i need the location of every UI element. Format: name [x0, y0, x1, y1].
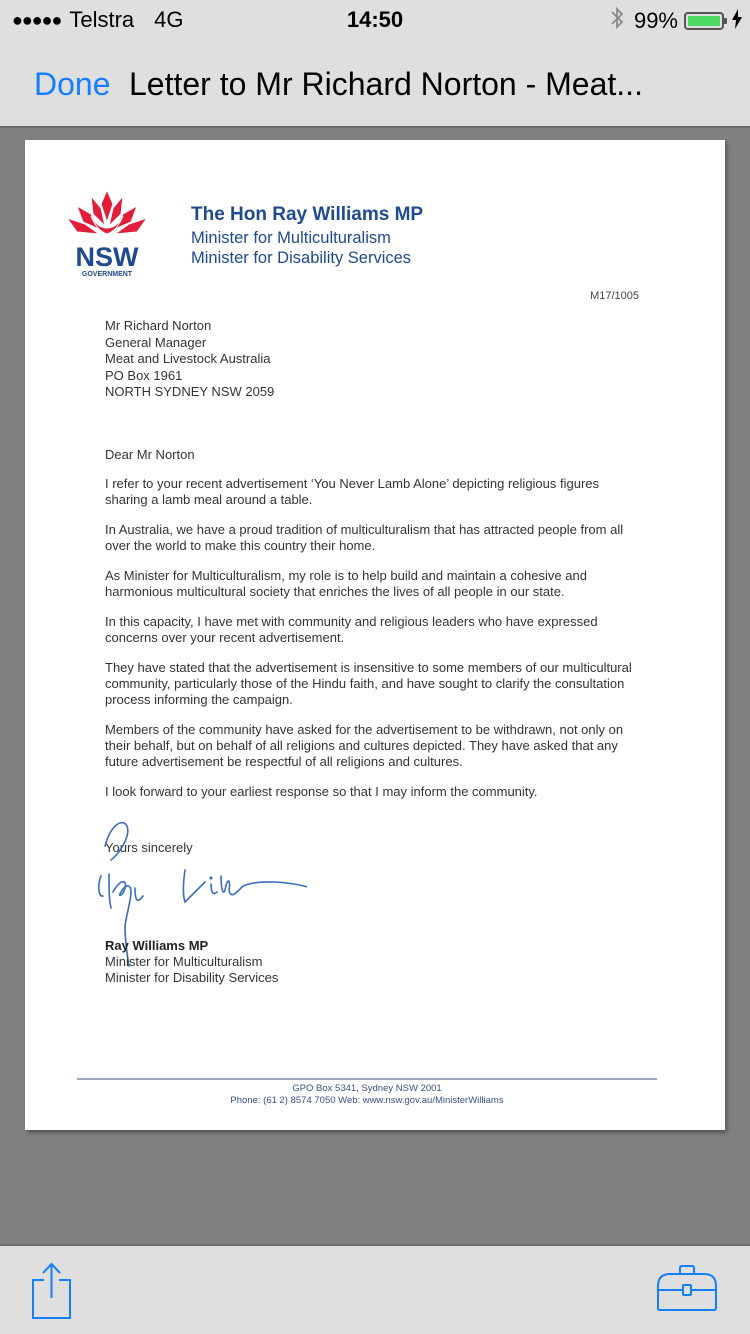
signal-strength-icon: ●●●●●: [12, 9, 62, 30]
signatory: [105, 938, 278, 986]
paragraph: In this capacity, I have met with community and religious leaders who have expressed concerns over your recent advertisement.: [105, 614, 598, 645]
document-page[interactable]: [25, 140, 725, 1130]
nsw-government-logo: [61, 186, 153, 278]
paragraph: Members of the community have asked for the advertisement to be withdrawn, not only on their behalf, but on behalf of all religions and cultures depicted. They have asked that any future advertisement be respectful of all religions and cultures.: [105, 722, 624, 769]
bluetooth-icon: [610, 6, 624, 36]
paragraph: As Minister for Multiculturalism, my role is to help build and maintain a cohesive and harmonious multicultural society that enriches the lives of all people in our state.: [105, 568, 587, 599]
address-line: PO Box 1961: [105, 367, 183, 383]
done-button[interactable]: Done: [34, 66, 111, 102]
briefcase-icon[interactable]: [656, 1264, 718, 1314]
navigation-bar: [0, 40, 750, 128]
signatory-role: Minister for Multiculturalism: [105, 954, 263, 969]
charging-icon: [732, 9, 742, 34]
footer-contact: Phone: (61 2) 8574 7050 Web: www.nsw.gov.au/MinisterWilliams: [230, 1095, 504, 1106]
share-icon[interactable]: [30, 1262, 74, 1322]
address-line: Meat and Livestock Australia: [105, 351, 271, 366]
footer-divider: [77, 1078, 657, 1080]
closing: Yours sincerely: [105, 840, 193, 855]
clock: 14:50: [346, 7, 404, 32]
paragraph: I refer to your recent advertisement ‘You Never Lamb Alone’ depicting religious figures sharing a lamb meal around a table.: [105, 476, 600, 507]
minister-role: Minister for Multiculturalism: [191, 229, 391, 247]
logo-text: NSW: [75, 242, 139, 272]
address-line: NORTH SYDNEY NSW 2059: [105, 384, 275, 399]
footer-address: GPO Box 5341, Sydney NSW 2001: [292, 1083, 442, 1094]
recipient-address: [105, 318, 274, 401]
battery-percent: 99%: [633, 8, 678, 33]
minister-role: Minister for Disability Services: [191, 249, 412, 267]
battery-level: [688, 16, 720, 26]
carrier-name: Telstra: [69, 7, 135, 32]
minister-name: The Hon Ray Williams MP: [191, 204, 424, 225]
document-title: Letter to Mr Richard Norton - Meat...: [129, 66, 643, 102]
address-line: Mr Richard Norton: [105, 318, 212, 333]
paragraph: They have stated that the advertisement is insensitive to some members of our multicultural community, particularly those of the Hindu faith, and have sought to clarify the consultation process informing the campaign.: [105, 660, 632, 707]
signatory-role: Minister for Disability Services: [105, 970, 279, 985]
letterhead: [191, 204, 423, 268]
status-bar: [0, 0, 750, 40]
battery-icon: [684, 12, 724, 30]
logo-subtext: GOVERNMENT: [81, 271, 133, 278]
bottom-toolbar: [0, 1244, 750, 1334]
reference-number: M17/1005: [590, 290, 639, 302]
salutation: Dear Mr Norton: [105, 447, 195, 462]
letter-footer: [77, 1083, 657, 1107]
address-line: General Manager: [105, 334, 207, 350]
paragraph: I look forward to your earliest response so that I may inform the community.: [105, 784, 538, 799]
network-type: 4G: [154, 7, 184, 32]
signatory-name: Ray Williams MP: [105, 938, 209, 953]
letter-body: [105, 447, 635, 814]
paragraph: In Australia, we have a proud tradition of multiculturalism that has attracted people from all over the world to make this country their home.: [105, 522, 624, 553]
